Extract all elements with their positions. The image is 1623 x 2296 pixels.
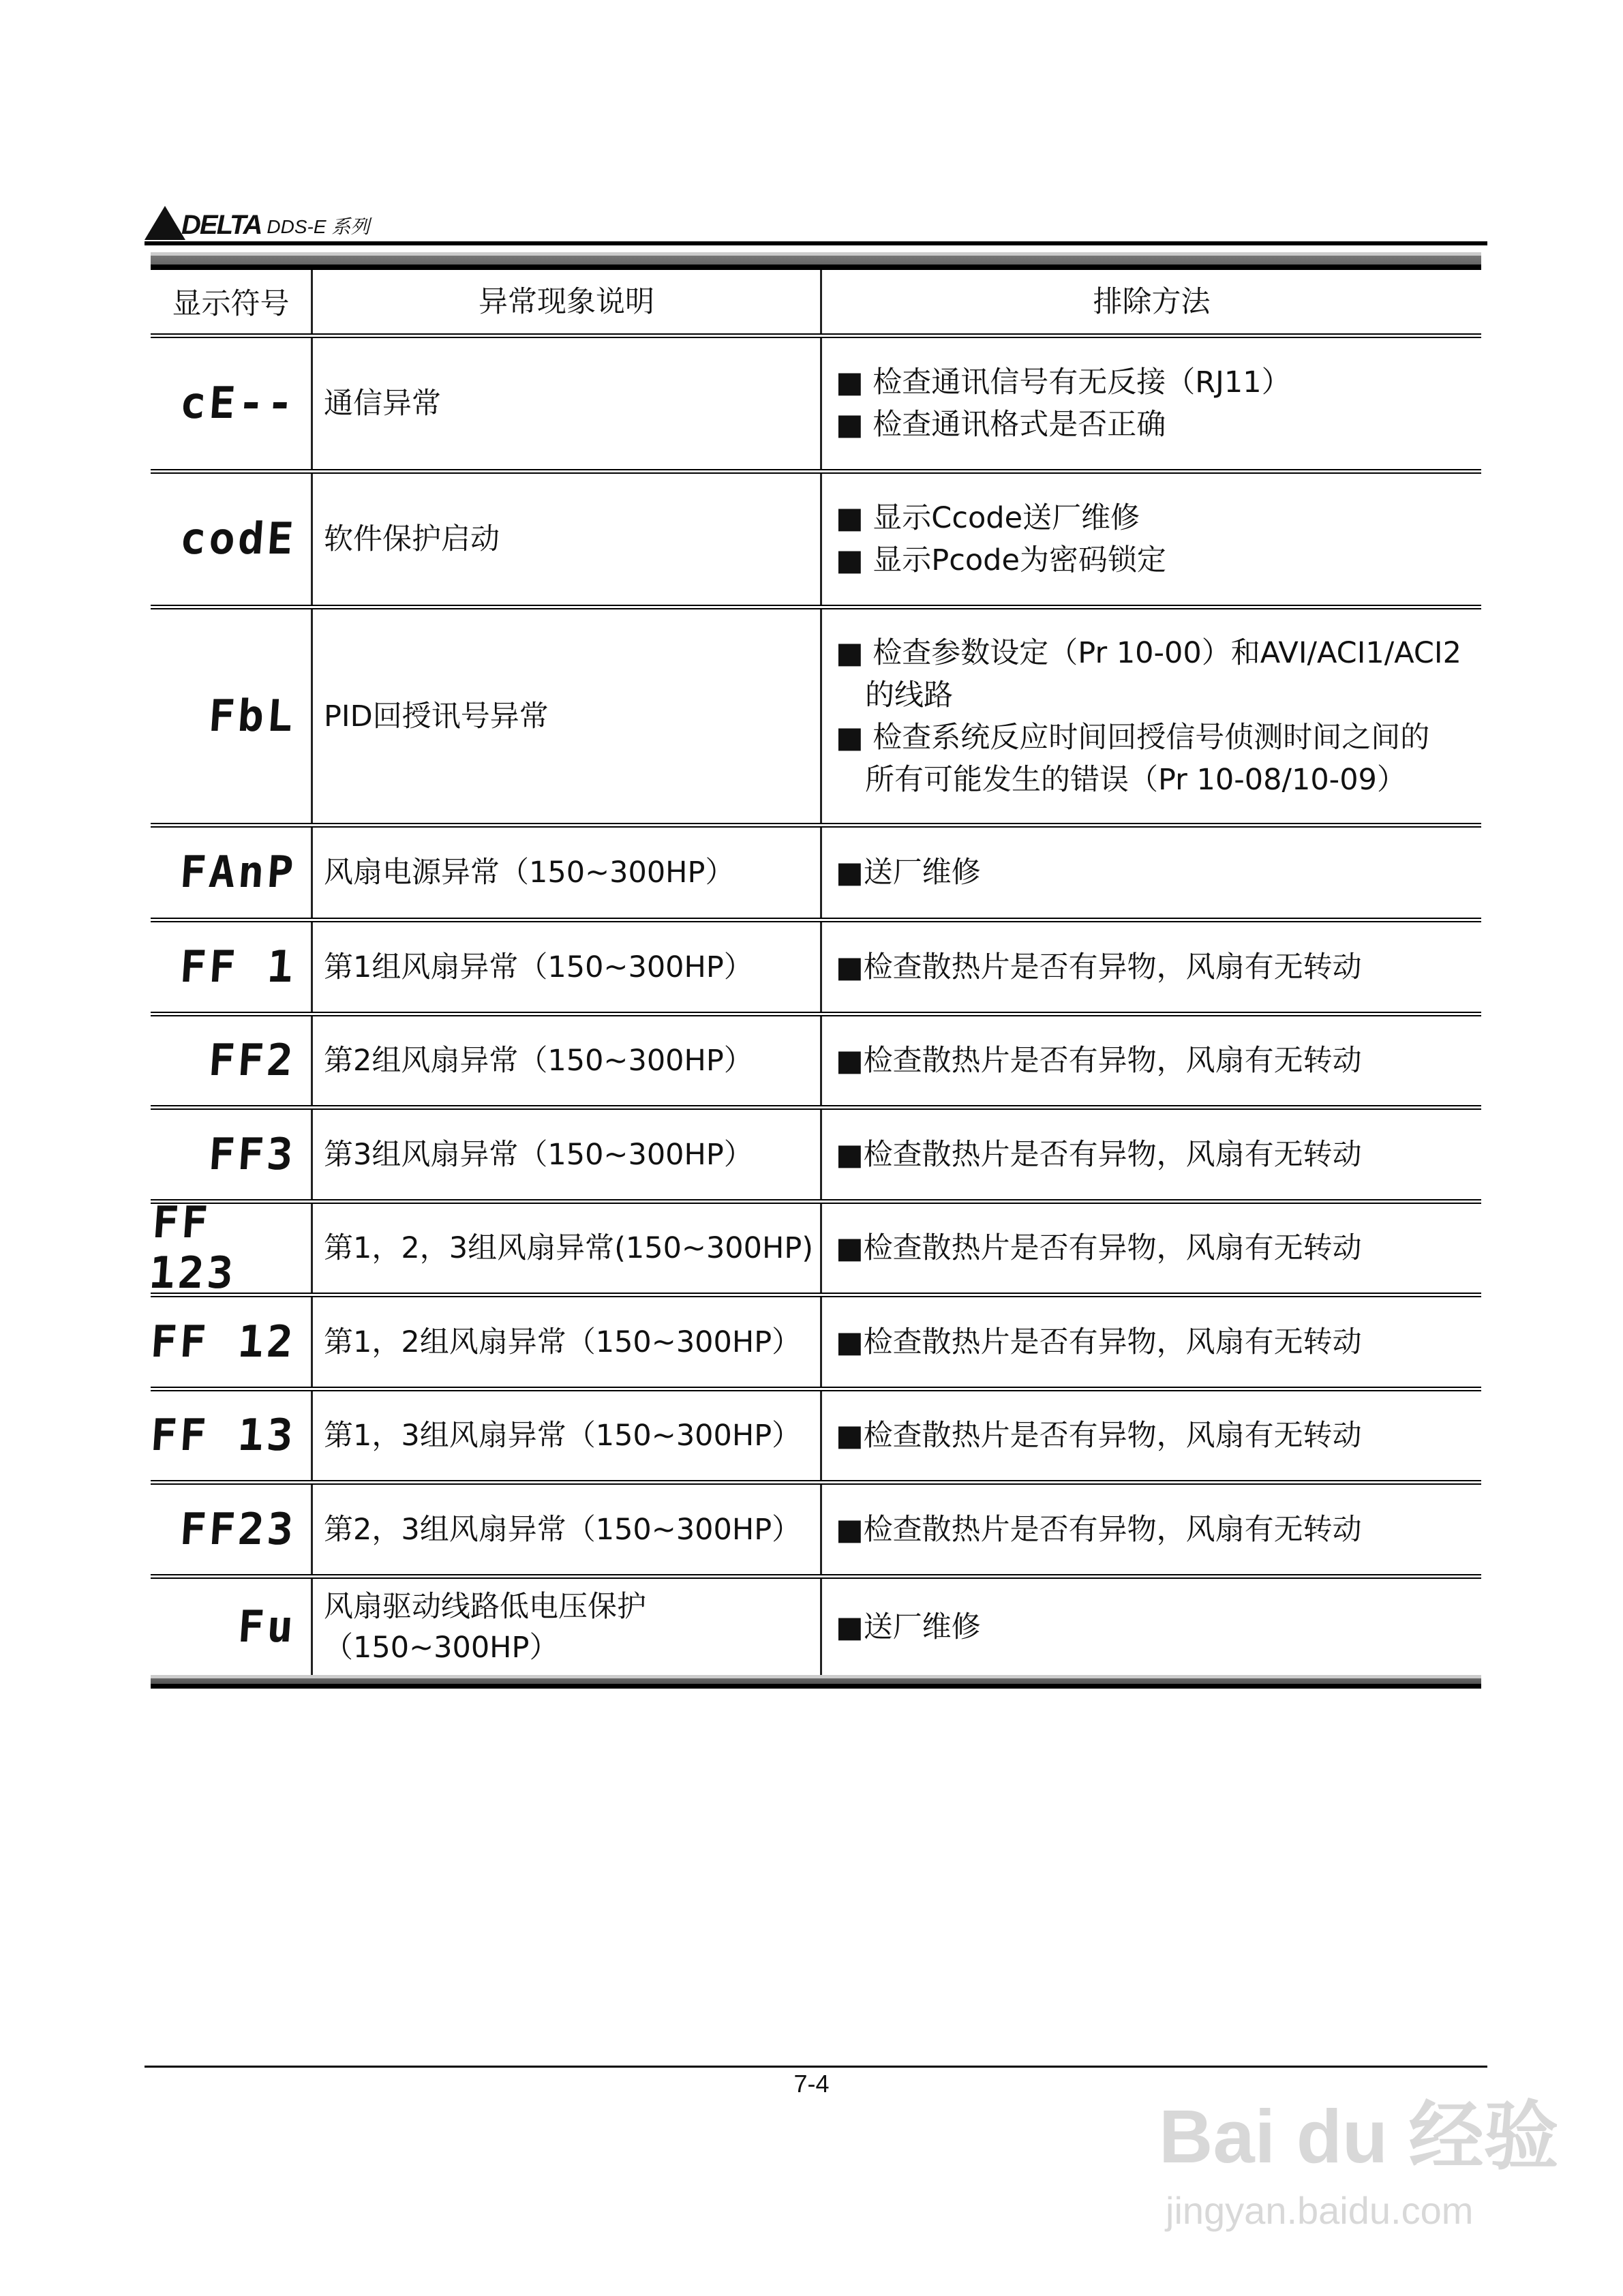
description-cell xyxy=(313,1297,822,1387)
fault-code: FF 123 xyxy=(147,1198,238,1299)
symbol-cell xyxy=(151,1297,313,1387)
remedy-item: ■检查散热片是否有异物，风扇有无转动 xyxy=(836,950,1362,984)
remedy-item: ■检查散热片是否有异物，风扇有无转动 xyxy=(836,1137,1362,1172)
remedy-cell xyxy=(822,1579,1481,1675)
symbol-cell xyxy=(151,1110,313,1199)
table-row xyxy=(151,474,1481,609)
description-cell xyxy=(313,1391,822,1480)
description-text: PID回授讯号异常 xyxy=(324,699,549,734)
symbol-cell xyxy=(151,338,313,469)
remedy-item: ■ 显示Pcode为密码锁定 xyxy=(836,543,1166,577)
symbol-cell xyxy=(147,1198,313,1299)
table-bottom-bar xyxy=(151,1675,1481,1689)
fault-code: codE xyxy=(178,514,298,564)
fault-code: FF2 xyxy=(207,1036,298,1086)
remedy-cell xyxy=(822,1485,1481,1574)
table-row xyxy=(151,1110,1481,1204)
description-text: 第1组风扇异常（150~300HP） xyxy=(324,950,753,984)
remedy-cell xyxy=(822,922,1481,1012)
remedy-item: ■检查散热片是否有异物，风扇有无转动 xyxy=(836,1512,1362,1547)
remedy-item: ■ 检查参数设定（Pr 10-00）和AVI/ACI1/ACI2 xyxy=(836,635,1461,670)
remedy-item: ■检查散热片是否有异物，风扇有无转动 xyxy=(836,1419,1362,1453)
table-row xyxy=(151,338,1481,474)
brand-logo: DELTA xyxy=(181,210,262,240)
fault-code: FF23 xyxy=(178,1504,298,1555)
fault-code: FF 12 xyxy=(149,1316,298,1368)
symbol-cell xyxy=(151,828,313,918)
symbol-cell xyxy=(151,1391,313,1480)
description-text: 软件保护启动 xyxy=(324,522,500,556)
remedy-cell xyxy=(822,1016,1481,1105)
remedy-item: ■ 检查系统反应时间回授信号侦测时间之间的 xyxy=(836,720,1430,755)
remedy-item: ■送厂维修 xyxy=(836,856,981,890)
series-label: DDS-E 系列 xyxy=(267,216,370,237)
description-text: 第2组风扇异常（150~300HP） xyxy=(324,1044,753,1078)
fault-code: FF3 xyxy=(207,1129,298,1180)
description-cell xyxy=(313,474,822,605)
fault-code: FF 1 xyxy=(178,941,298,993)
table-row xyxy=(151,1016,1481,1110)
symbol-cell xyxy=(151,1579,313,1675)
remedy-item: ■检查散热片是否有异物，风扇有无转动 xyxy=(836,1231,1362,1265)
table-row xyxy=(147,1198,1481,1299)
description-cell xyxy=(313,1110,822,1199)
description-cell xyxy=(313,922,822,1012)
description-cell xyxy=(313,1016,822,1105)
table-row xyxy=(151,828,1481,922)
symbol-cell xyxy=(151,609,313,823)
brand-header xyxy=(145,199,369,240)
remedy-cell xyxy=(822,1297,1481,1387)
column-header-symbol: 显示符号 xyxy=(151,270,313,333)
remedy-cell xyxy=(822,474,1481,605)
remedy-cell xyxy=(822,828,1481,918)
watermark-logo: Bai du 经验 xyxy=(1159,2095,1559,2179)
remedy-cell xyxy=(822,1204,1481,1293)
remedy-cell xyxy=(822,609,1481,823)
symbol-cell xyxy=(151,1016,313,1105)
description-text: 第1，2组风扇异常（150~300HP） xyxy=(324,1325,802,1359)
table-row xyxy=(151,1579,1481,1675)
description-cell xyxy=(313,1204,822,1293)
fault-code: cE-- xyxy=(178,378,298,429)
description-text: 风扇驱动线路低电压保护 xyxy=(324,1589,646,1624)
description-cell xyxy=(313,828,822,918)
column-header-remedy: 排除方法 xyxy=(1093,284,1211,319)
remedy-item: ■ 检查通讯格式是否正确 xyxy=(836,408,1166,442)
remedy-item: ■检查散热片是否有异物，风扇有无转动 xyxy=(836,1325,1362,1359)
description-text: 第3组风扇异常（150~300HP） xyxy=(324,1137,753,1172)
fault-code: Fu xyxy=(236,1601,298,1652)
table-row xyxy=(151,609,1481,828)
fault-code: FbL xyxy=(207,691,298,742)
fault-code: FAnP xyxy=(178,847,298,898)
description-text: 第1，3组风扇异常（150~300HP） xyxy=(324,1419,802,1453)
remedy-cell xyxy=(822,1391,1481,1480)
header-divider xyxy=(145,241,1487,245)
footer-divider xyxy=(145,2066,1487,2068)
remedy-item: 的线路 xyxy=(836,678,953,712)
description-text: 通信异常 xyxy=(324,387,441,421)
remedy-item: ■送厂维修 xyxy=(836,1610,981,1644)
delta-logo-icon xyxy=(145,206,185,240)
table-row xyxy=(151,1391,1481,1485)
description-cell xyxy=(313,338,822,469)
description-cell xyxy=(313,1485,822,1574)
description-text: 第2，3组风扇异常（150~300HP） xyxy=(324,1512,802,1547)
table-row xyxy=(151,1485,1481,1579)
description-text: （150~300HP） xyxy=(324,1630,559,1665)
remedy-item: ■ 检查通讯信号有无反接（RJ11） xyxy=(836,365,1291,399)
watermark-url: jingyan.baidu.com xyxy=(1166,2189,1474,2232)
table-top-bar xyxy=(151,252,1481,270)
description-cell xyxy=(313,609,822,823)
remedy-cell xyxy=(822,338,1481,469)
fault-table xyxy=(147,252,1481,1689)
page-number: 7-4 xyxy=(793,2070,830,2098)
symbol-cell xyxy=(151,1485,313,1574)
description-text: 风扇电源异常（150~300HP） xyxy=(324,856,735,890)
symbol-cell xyxy=(151,922,313,1012)
table-row xyxy=(151,1297,1481,1391)
remedy-cell xyxy=(822,1110,1481,1199)
symbol-cell xyxy=(151,474,313,605)
description-text: 第1，2，3组风扇异常(150~300HP) xyxy=(324,1231,814,1265)
column-header-description: 异常现象说明 xyxy=(313,270,822,333)
remedy-item: 所有可能发生的错误（Pr 10-08/10-09） xyxy=(836,762,1406,797)
fault-code: FF 13 xyxy=(149,1410,298,1461)
table-header-row xyxy=(151,270,1481,338)
remedy-item: ■检查散热片是否有异物，风扇有无转动 xyxy=(836,1044,1362,1078)
table-row xyxy=(151,922,1481,1016)
remedy-item: ■ 显示Ccode送厂维修 xyxy=(836,501,1140,535)
description-cell xyxy=(313,1579,822,1675)
